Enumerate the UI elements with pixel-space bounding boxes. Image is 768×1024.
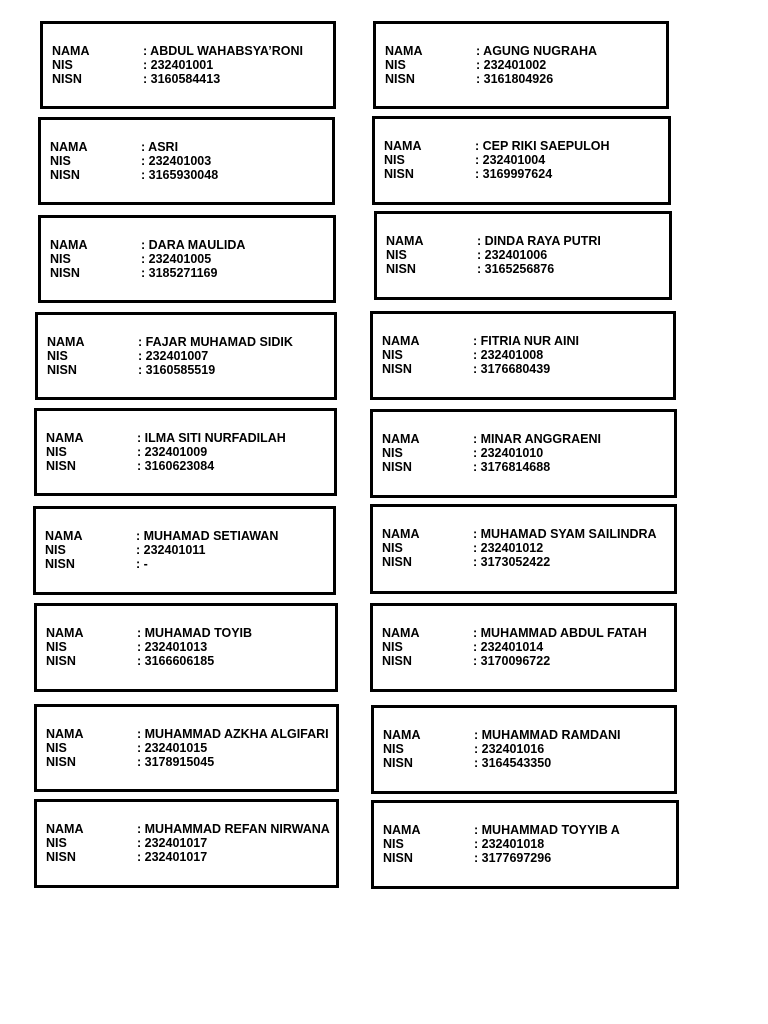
nisn-row (383, 756, 668, 770)
nama-label: NAMA (46, 626, 84, 640)
nisn-label: NISN (383, 851, 413, 865)
nama-row (46, 822, 330, 836)
nisn-value: : 3160585519 (138, 363, 216, 377)
nama-value: : ASRI (141, 140, 179, 154)
student-label-card (371, 800, 679, 889)
nisn-label: NISN (46, 459, 76, 473)
nisn-value: : 3176814688 (473, 460, 551, 474)
nama-row (382, 432, 668, 446)
nis-row (50, 154, 326, 168)
card-fields (386, 234, 663, 276)
nama-label: NAMA (46, 431, 84, 445)
nisn-label: NISN (385, 72, 415, 86)
nama-value: : DINDA RAYA PUTRI (477, 234, 601, 248)
card-fields (383, 728, 668, 770)
nis-value: : 232401017 (137, 836, 208, 850)
card-fields (382, 334, 667, 376)
nisn-value: : - (136, 557, 148, 571)
nama-value: : MUHAMMAD ABDUL FATAH (473, 626, 647, 640)
nama-value: : MUHAMMAD AZKHA ALGIFARI (137, 727, 329, 741)
nis-row (46, 640, 329, 654)
nisn-row (45, 557, 327, 571)
nisn-value: : 3160623084 (137, 459, 215, 473)
nis-row (382, 541, 668, 555)
nis-value: : 232401014 (473, 640, 544, 654)
nama-label: NAMA (50, 140, 88, 154)
nis-label: NIS (383, 742, 404, 756)
nama-label: NAMA (383, 823, 421, 837)
nis-row (386, 248, 663, 262)
card-fields (382, 626, 668, 668)
student-label-card (373, 21, 669, 109)
nama-label: NAMA (386, 234, 424, 248)
nisn-label: NISN (382, 654, 412, 668)
card-fields (46, 431, 328, 473)
nisn-row (384, 167, 662, 181)
nama-value: : MUHAMMAD REFAN NIRWANA (137, 822, 330, 836)
nisn-row (46, 654, 329, 668)
nis-label: NIS (47, 349, 68, 363)
nis-row (382, 446, 668, 460)
nisn-label: NISN (384, 167, 414, 181)
nisn-label: NISN (50, 266, 80, 280)
nisn-row (47, 363, 328, 377)
nis-row (46, 445, 328, 459)
nisn-label: NISN (382, 362, 412, 376)
nisn-value: : 3176680439 (473, 362, 551, 376)
nama-label: NAMA (382, 432, 420, 446)
nis-value: : 232401008 (473, 348, 544, 362)
nis-value: : 232401018 (474, 837, 545, 851)
nisn-row (46, 459, 328, 473)
nis-label: NIS (382, 348, 403, 362)
nis-row (46, 836, 330, 850)
nama-value: : FITRIA NUR AINI (473, 334, 580, 348)
nisn-row (383, 851, 670, 865)
student-label-card (33, 506, 336, 595)
nisn-label: NISN (50, 168, 80, 182)
nama-label: NAMA (47, 335, 85, 349)
nama-row (52, 44, 327, 58)
nama-label: NAMA (46, 727, 84, 741)
nisn-value: : 3178915045 (137, 755, 215, 769)
nis-label: NIS (45, 543, 66, 557)
nis-label: NIS (46, 445, 67, 459)
card-fields (52, 44, 327, 86)
nama-label: NAMA (50, 238, 88, 252)
nama-value: : MUHAMMAD TOYYIB A (474, 823, 620, 837)
student-label-card (374, 211, 672, 300)
nama-value: : ILMA SITI NURFADILAH (137, 431, 286, 445)
nisn-value: : 3161804926 (476, 72, 554, 86)
card-fields (50, 238, 327, 280)
nama-label: NAMA (46, 822, 84, 836)
nisn-label: NISN (383, 756, 413, 770)
nama-value: : AGUNG NUGRAHA (476, 44, 598, 58)
nis-value: : 232401007 (138, 349, 209, 363)
card-fields (46, 727, 330, 769)
nis-row (46, 741, 330, 755)
card-fields (384, 139, 662, 181)
nis-label: NIS (46, 836, 67, 850)
nama-row (384, 139, 662, 153)
nama-row (46, 626, 329, 640)
nisn-row (46, 850, 330, 864)
nama-row (47, 335, 328, 349)
nisn-label: NISN (382, 555, 412, 569)
nis-value: : 232401015 (137, 741, 208, 755)
nama-value: : DARA MAULIDA (141, 238, 246, 252)
nisn-value: : 3160584413 (143, 72, 221, 86)
nama-row (383, 823, 670, 837)
student-label-card (38, 117, 335, 205)
nisn-row (50, 266, 327, 280)
nisn-row (46, 755, 330, 769)
card-fields (47, 335, 328, 377)
nisn-label: NISN (46, 755, 76, 769)
student-label-card (34, 408, 337, 496)
nisn-value: : 3166606185 (137, 654, 215, 668)
nis-label: NIS (50, 252, 71, 266)
nama-label: NAMA (384, 139, 422, 153)
nama-value: : MUHAMAD SETIAWAN (136, 529, 279, 543)
nama-value: : ABDUL WAHABSYA’RONI (143, 44, 303, 58)
nis-label: NIS (386, 248, 407, 262)
nama-label: NAMA (45, 529, 83, 543)
nis-row (384, 153, 662, 167)
nama-row (382, 626, 668, 640)
nama-label: NAMA (382, 626, 420, 640)
nama-row (385, 44, 660, 58)
nis-value: : 232401005 (141, 252, 212, 266)
nis-value: : 232401016 (474, 742, 545, 756)
nis-value: : 232401002 (476, 58, 547, 72)
nis-value: : 232401013 (137, 640, 208, 654)
nis-label: NIS (382, 446, 403, 460)
nis-label: NIS (382, 640, 403, 654)
nisn-row (382, 555, 668, 569)
card-fields (385, 44, 660, 86)
nisn-row (382, 460, 668, 474)
nisn-row (50, 168, 326, 182)
nisn-label: NISN (382, 460, 412, 474)
card-fields (46, 822, 330, 864)
nama-label: NAMA (382, 527, 420, 541)
nama-value: : MUHAMAD TOYIB (137, 626, 253, 640)
nis-label: NIS (385, 58, 406, 72)
card-fields (50, 140, 326, 182)
student-label-card (34, 704, 339, 792)
nis-label: NIS (384, 153, 405, 167)
nis-value: : 232401006 (477, 248, 548, 262)
nis-row (50, 252, 327, 266)
nisn-value: : 3169997624 (475, 167, 553, 181)
student-label-card (370, 409, 677, 498)
card-fields (45, 529, 327, 571)
nama-value: : MUHAMAD SYAM SAILINDRA (473, 527, 657, 541)
card-fields (382, 432, 668, 474)
nis-value: : 232401010 (473, 446, 544, 460)
card-fields (382, 527, 668, 569)
nama-label: NAMA (383, 728, 421, 742)
student-label-card (371, 705, 677, 794)
nisn-label: NISN (46, 850, 76, 864)
nisn-row (382, 654, 668, 668)
nisn-row (52, 72, 327, 86)
nama-row (46, 727, 330, 741)
nama-row (45, 529, 327, 543)
nisn-value: : 3173052422 (473, 555, 551, 569)
nis-row (383, 742, 668, 756)
nama-row (382, 334, 667, 348)
student-label-card (34, 799, 339, 888)
nisn-row (386, 262, 663, 276)
nis-value: : 232401003 (141, 154, 212, 168)
student-label-card (38, 215, 336, 303)
nisn-label: NISN (386, 262, 416, 276)
nama-value: : MINAR ANGGRAENI (473, 432, 602, 446)
student-label-card (35, 312, 337, 400)
nis-label: NIS (46, 640, 67, 654)
nisn-label: NISN (45, 557, 75, 571)
nama-row (386, 234, 663, 248)
nis-row (383, 837, 670, 851)
nis-row (385, 58, 660, 72)
nama-row (50, 238, 327, 252)
nis-row (52, 58, 327, 72)
nis-label: NIS (382, 541, 403, 555)
nis-row (45, 543, 327, 557)
nisn-label: NISN (46, 654, 76, 668)
student-label-card (34, 603, 338, 692)
nis-label: NIS (383, 837, 404, 851)
student-label-card (370, 603, 677, 692)
nis-label: NIS (52, 58, 73, 72)
student-label-card (372, 116, 671, 205)
nisn-value: : 3170096722 (473, 654, 551, 668)
nama-value: : CEP RIKI SAEPULOH (475, 139, 610, 153)
nis-row (382, 640, 668, 654)
nisn-value: : 3165256876 (477, 262, 555, 276)
nama-row (46, 431, 328, 445)
nis-row (47, 349, 328, 363)
nis-value: : 232401009 (137, 445, 208, 459)
nis-value: : 232401011 (136, 543, 206, 557)
card-fields (46, 626, 329, 668)
nisn-value: : 3165930048 (141, 168, 219, 182)
student-label-card (40, 21, 336, 109)
nis-value: : 232401004 (475, 153, 546, 167)
nama-label: NAMA (382, 334, 420, 348)
nisn-value: : 3177697296 (474, 851, 552, 865)
nama-label: NAMA (385, 44, 423, 58)
nis-value: : 232401012 (473, 541, 544, 555)
card-fields (383, 823, 670, 865)
nama-label: NAMA (52, 44, 90, 58)
nama-value: : MUHAMMAD RAMDANI (474, 728, 621, 742)
nis-value: : 232401001 (143, 58, 214, 72)
nama-row (382, 527, 668, 541)
student-label-card (370, 311, 676, 400)
nis-row (382, 348, 667, 362)
nis-label: NIS (46, 741, 67, 755)
nama-row (50, 140, 326, 154)
nisn-label: NISN (47, 363, 77, 377)
nis-label: NIS (50, 154, 71, 168)
nisn-value: : 3185271169 (141, 266, 218, 280)
nisn-label: NISN (52, 72, 82, 86)
nama-value: : FAJAR MUHAMAD SIDIK (138, 335, 293, 349)
student-label-card (370, 504, 677, 594)
nama-row (383, 728, 668, 742)
nisn-row (385, 72, 660, 86)
nisn-row (382, 362, 667, 376)
nisn-value: : 232401017 (137, 850, 208, 864)
nisn-value: : 3164543350 (474, 756, 552, 770)
